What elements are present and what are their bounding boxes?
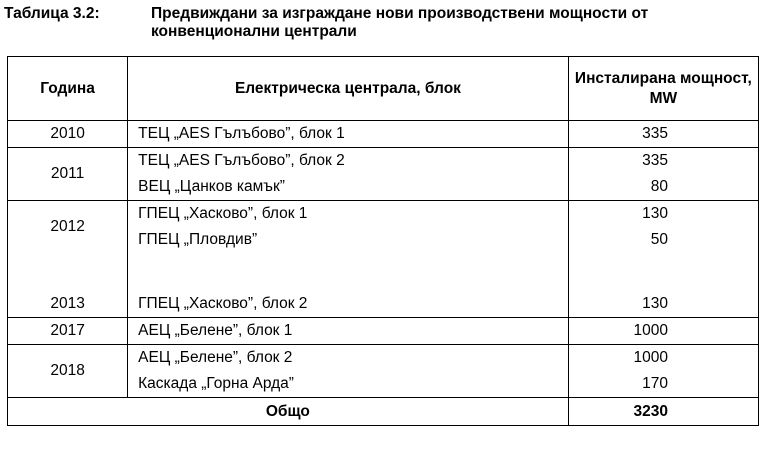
plant-name: ГПЕЦ „Хасково”, блок 1 bbox=[138, 205, 308, 222]
capacity-value: 1000 bbox=[633, 322, 668, 339]
caption-title: Предвиждани за изграждане нови производствени мощности от конвенционални централи bbox=[151, 5, 649, 40]
year-value: 2012 bbox=[50, 218, 85, 235]
table-header-row bbox=[8, 57, 759, 121]
capacity-value: 130 bbox=[642, 205, 668, 222]
table-row bbox=[8, 201, 759, 318]
header-capacity: Инсталирана мощност, MW bbox=[568, 57, 758, 121]
capacity-value: 130 bbox=[642, 295, 668, 312]
header-plant: Електрическа централа, блок bbox=[128, 57, 569, 121]
plant-name: Каскада „Горна Арда” bbox=[138, 375, 294, 392]
plant-cell bbox=[128, 148, 569, 201]
capacity-cell bbox=[568, 345, 758, 398]
plant-name: ВЕЦ „Цанков камък” bbox=[138, 178, 285, 195]
header-year: Година bbox=[8, 57, 128, 121]
capacity-table bbox=[7, 56, 759, 426]
year-cell: 2010 bbox=[8, 121, 128, 148]
year-value: 2013 bbox=[50, 295, 85, 312]
capacity-value: 1000 bbox=[633, 349, 668, 366]
plant-name: ТЕЦ „AES Гълъбово”, блок 2 bbox=[138, 152, 345, 169]
capacity-value: 80 bbox=[650, 178, 668, 195]
table-row bbox=[8, 148, 759, 201]
plant-cell bbox=[128, 201, 569, 318]
spacer bbox=[8, 253, 127, 291]
plant-name: АЕЦ „Белене”, блок 1 bbox=[138, 322, 293, 339]
table-row bbox=[8, 345, 759, 398]
capacity-cell bbox=[568, 318, 758, 345]
capacity-value: 335 bbox=[642, 152, 668, 169]
plant-name: ТЕЦ „AES Гълъбово”, блок 1 bbox=[138, 125, 345, 142]
capacity-cell bbox=[568, 201, 758, 318]
total-value: 3230 bbox=[568, 398, 758, 426]
plant-name: АЕЦ „Белене”, блок 2 bbox=[138, 349, 293, 366]
plant-name: ГПЕЦ „Хасково”, блок 2 bbox=[138, 295, 308, 312]
year-cell: 2018 bbox=[8, 345, 128, 398]
year-cell: 2017 bbox=[8, 318, 128, 345]
capacity-cell bbox=[568, 121, 758, 148]
table-row bbox=[8, 318, 759, 345]
spacer bbox=[128, 253, 568, 291]
spacer bbox=[569, 253, 758, 291]
caption-label: Таблица 3.2: bbox=[4, 5, 100, 22]
year-cell: 2011 bbox=[8, 148, 128, 201]
capacity-cell bbox=[568, 148, 758, 201]
plant-cell bbox=[128, 318, 569, 345]
total-row bbox=[8, 398, 759, 426]
capacity-value: 335 bbox=[642, 125, 668, 142]
table-row bbox=[8, 121, 759, 148]
capacity-value: 170 bbox=[642, 375, 668, 392]
year-cell bbox=[8, 201, 128, 318]
plant-cell bbox=[128, 121, 569, 148]
capacity-value: 50 bbox=[650, 231, 668, 248]
plant-name: ГПЕЦ „Пловдив” bbox=[138, 231, 258, 248]
total-label: Общо bbox=[8, 398, 569, 426]
plant-cell bbox=[128, 345, 569, 398]
